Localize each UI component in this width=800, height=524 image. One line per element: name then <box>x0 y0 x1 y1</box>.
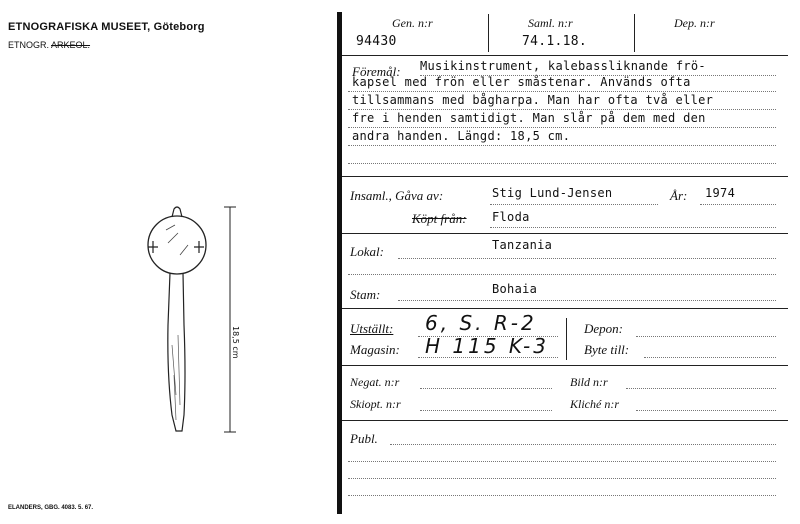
rule-stam <box>342 308 788 309</box>
gen-value: 94430 <box>356 34 397 49</box>
storage-separator <box>566 318 567 360</box>
dep-label: Dep. n:r <box>674 16 715 30</box>
ar-label: År: <box>670 188 688 203</box>
description-line-4: fre i henden samtidigt. Man slår på dem med den <box>352 111 706 125</box>
utstallt-value: 6, S. R-2 <box>425 311 537 335</box>
lokal-label: Lokal: <box>350 244 384 259</box>
cross-mark-left <box>148 241 158 253</box>
lokal-value: Tanzania <box>492 238 553 252</box>
museum-name: ETNOGRAFISKA MUSEET, Göteborg <box>8 21 205 33</box>
stam-value: Bohaia <box>492 282 538 296</box>
stam-label: Stam: <box>350 287 381 302</box>
skiopt-label: Skiopt. n:r <box>350 397 401 411</box>
utstallt-label: Utställt: <box>350 321 394 336</box>
depon-label: Depon: <box>584 321 623 336</box>
description-line-1: Musikinstrument, kalebassliknande frö- <box>420 59 706 73</box>
insaml-value: Stig Lund-Jensen <box>492 186 613 200</box>
rule-description <box>342 176 788 177</box>
cross-mark-right <box>194 241 204 253</box>
bild-label: Bild n:r <box>570 375 608 389</box>
top-separator-2 <box>634 14 635 52</box>
rule-photo <box>342 420 788 421</box>
rattle-head <box>148 216 206 274</box>
magasin-label: Magasin: <box>350 342 400 357</box>
insaml-label: Insaml., Gåva av: <box>350 188 444 203</box>
card-divider <box>337 12 342 514</box>
cliche-label: Kliché n:r <box>570 397 619 411</box>
foremal-label: Föremål: <box>352 64 401 79</box>
rattle-drawing <box>130 195 250 440</box>
rattle-handle <box>168 273 185 431</box>
top-separator-1 <box>488 14 489 52</box>
description-line-3: tillsammans med bågharpa. Man har ofta två eller <box>352 93 714 107</box>
magasin-value: H 115 K-3 <box>425 334 549 358</box>
rattle-shading <box>166 225 188 255</box>
kopt-label: Köpt från: <box>412 211 467 226</box>
rule-top <box>342 55 788 56</box>
department-prefix: ETNOGR. <box>8 40 50 50</box>
scale-label: 18,5 cm <box>231 326 240 359</box>
publ-label: Publ. <box>350 431 378 446</box>
rule-storage <box>342 365 788 366</box>
description-line-5: andra handen. Längd: 18,5 cm. <box>352 129 571 143</box>
kopt-value: Floda <box>492 210 530 224</box>
department-struck: ARKEOL. <box>51 40 91 50</box>
handle-grain <box>172 335 180 420</box>
printer-imprint: ELANDERS, GBG. 4083. 5. 67. <box>8 505 94 511</box>
description-line-2: kapsel med frön eller småstenar. Används ofta <box>352 75 691 89</box>
gen-label: Gen. n:r <box>392 16 433 30</box>
saml-value: 74.1.18. <box>522 34 588 49</box>
byte-label: Byte till: <box>584 342 630 357</box>
rule-insaml <box>342 233 788 234</box>
ar-value: 1974 <box>705 186 736 200</box>
department-line <box>8 40 90 50</box>
negat-label: Negat. n:r <box>350 375 400 389</box>
saml-label: Saml. n:r <box>528 16 573 30</box>
